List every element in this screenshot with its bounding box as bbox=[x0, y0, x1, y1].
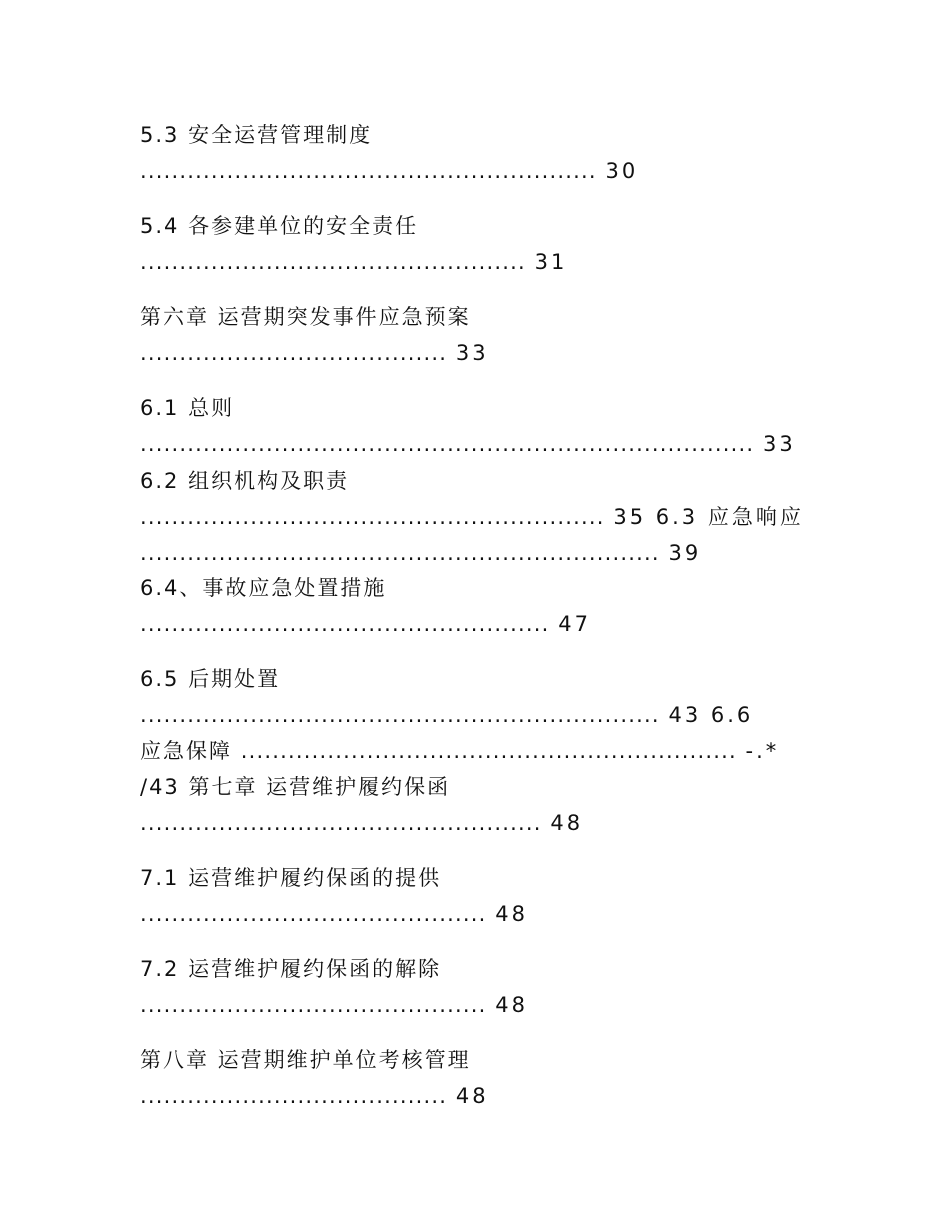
dot-leader: ............................................................... bbox=[240, 739, 737, 763]
toc-entry-title: /43 第七章 运营维护履约保函 bbox=[140, 775, 451, 799]
toc-entry-7-2 bbox=[140, 956, 441, 982]
toc-entry-title: 6.1 总则 bbox=[140, 396, 235, 420]
dot-leader: .......................................................... bbox=[140, 159, 597, 183]
dot-leader: .................................................................. bbox=[140, 541, 660, 565]
dot-leader: .................................................................. bbox=[140, 703, 660, 727]
page-number: 48 bbox=[455, 1084, 489, 1108]
toc-entry-title: 5.3 安全运营管理制度 bbox=[140, 123, 373, 147]
dot-leader: .............................................................................. bbox=[140, 432, 755, 456]
toc-entry-6-5 bbox=[140, 666, 280, 692]
page-number: 47 bbox=[558, 612, 591, 636]
toc-entry-title: 7.1 运营维护履约保函的提供 bbox=[140, 866, 442, 890]
toc-entry-chapter-8 bbox=[140, 1047, 471, 1073]
toc-leader-line bbox=[140, 158, 638, 184]
toc-entry-7-1 bbox=[140, 865, 441, 891]
page-number: 48 bbox=[495, 993, 528, 1017]
dot-leader: ................................................. bbox=[140, 250, 526, 274]
toc-entry-6-6 bbox=[140, 738, 779, 764]
toc-entry-title: 6.5 后期处置 bbox=[140, 667, 281, 691]
toc-entry-title: 6.4、事故应急处置措施 bbox=[140, 576, 387, 600]
dot-leader: ........................................................... bbox=[140, 505, 605, 529]
page-number-and-next-entry: 35 6.3 应急响应 bbox=[613, 505, 804, 529]
page-number: 30 bbox=[605, 159, 639, 183]
toc-leader-line bbox=[140, 992, 528, 1018]
toc-leader-line bbox=[140, 540, 701, 566]
toc-leader-line bbox=[140, 810, 583, 836]
page-number: 48 bbox=[495, 902, 528, 926]
toc-leader-line bbox=[140, 901, 528, 927]
toc-entry-6-1 bbox=[140, 395, 234, 421]
dot-leader: ............................................ bbox=[140, 993, 487, 1017]
toc-entry-title: 5.4 各参建单位的安全责任 bbox=[140, 214, 419, 238]
toc-entry-5-3 bbox=[140, 122, 372, 148]
toc-entry-title: 第八章 运营期维护单位考核管理 bbox=[140, 1048, 471, 1072]
page-number-and-next-entry: 43 6.6 bbox=[668, 703, 754, 727]
toc-entry-title: 第六章 运营期突发事件应急预案 bbox=[140, 305, 471, 329]
toc-leader-line bbox=[140, 1083, 489, 1109]
page-number: 48 bbox=[550, 811, 584, 835]
toc-leader-line bbox=[140, 249, 567, 275]
toc-entry-title: 7.2 运营维护履约保函的解除 bbox=[140, 957, 442, 981]
toc-entry-title: 应急保障 bbox=[140, 739, 241, 763]
toc-entry-chapter-6 bbox=[140, 304, 471, 330]
page-number: 39 bbox=[668, 541, 702, 565]
dot-leader: ................................................... bbox=[140, 811, 542, 835]
dot-leader: .................................................... bbox=[140, 612, 550, 636]
toc-leader-line bbox=[140, 431, 796, 457]
toc-leader-line bbox=[140, 702, 753, 728]
page-number: 31 bbox=[534, 250, 568, 274]
toc-entry-6-4 bbox=[140, 575, 386, 601]
page-number: 33 bbox=[455, 341, 489, 365]
toc-leader-line bbox=[140, 504, 804, 530]
dot-leader: ....................................... bbox=[140, 1084, 448, 1108]
toc-leader-line bbox=[140, 340, 489, 366]
toc-entry-title: 6.2 组织机构及职责 bbox=[140, 469, 350, 493]
toc-entry-6-2 bbox=[140, 468, 349, 494]
toc-leader-line bbox=[140, 611, 591, 637]
toc-entry-chapter-7 bbox=[140, 774, 450, 800]
page-number: 33 bbox=[762, 432, 796, 456]
dot-leader: ....................................... bbox=[140, 341, 448, 365]
toc-entry-5-4 bbox=[140, 213, 418, 239]
dot-leader: ............................................ bbox=[140, 902, 487, 926]
page-number: -.* bbox=[745, 739, 780, 763]
